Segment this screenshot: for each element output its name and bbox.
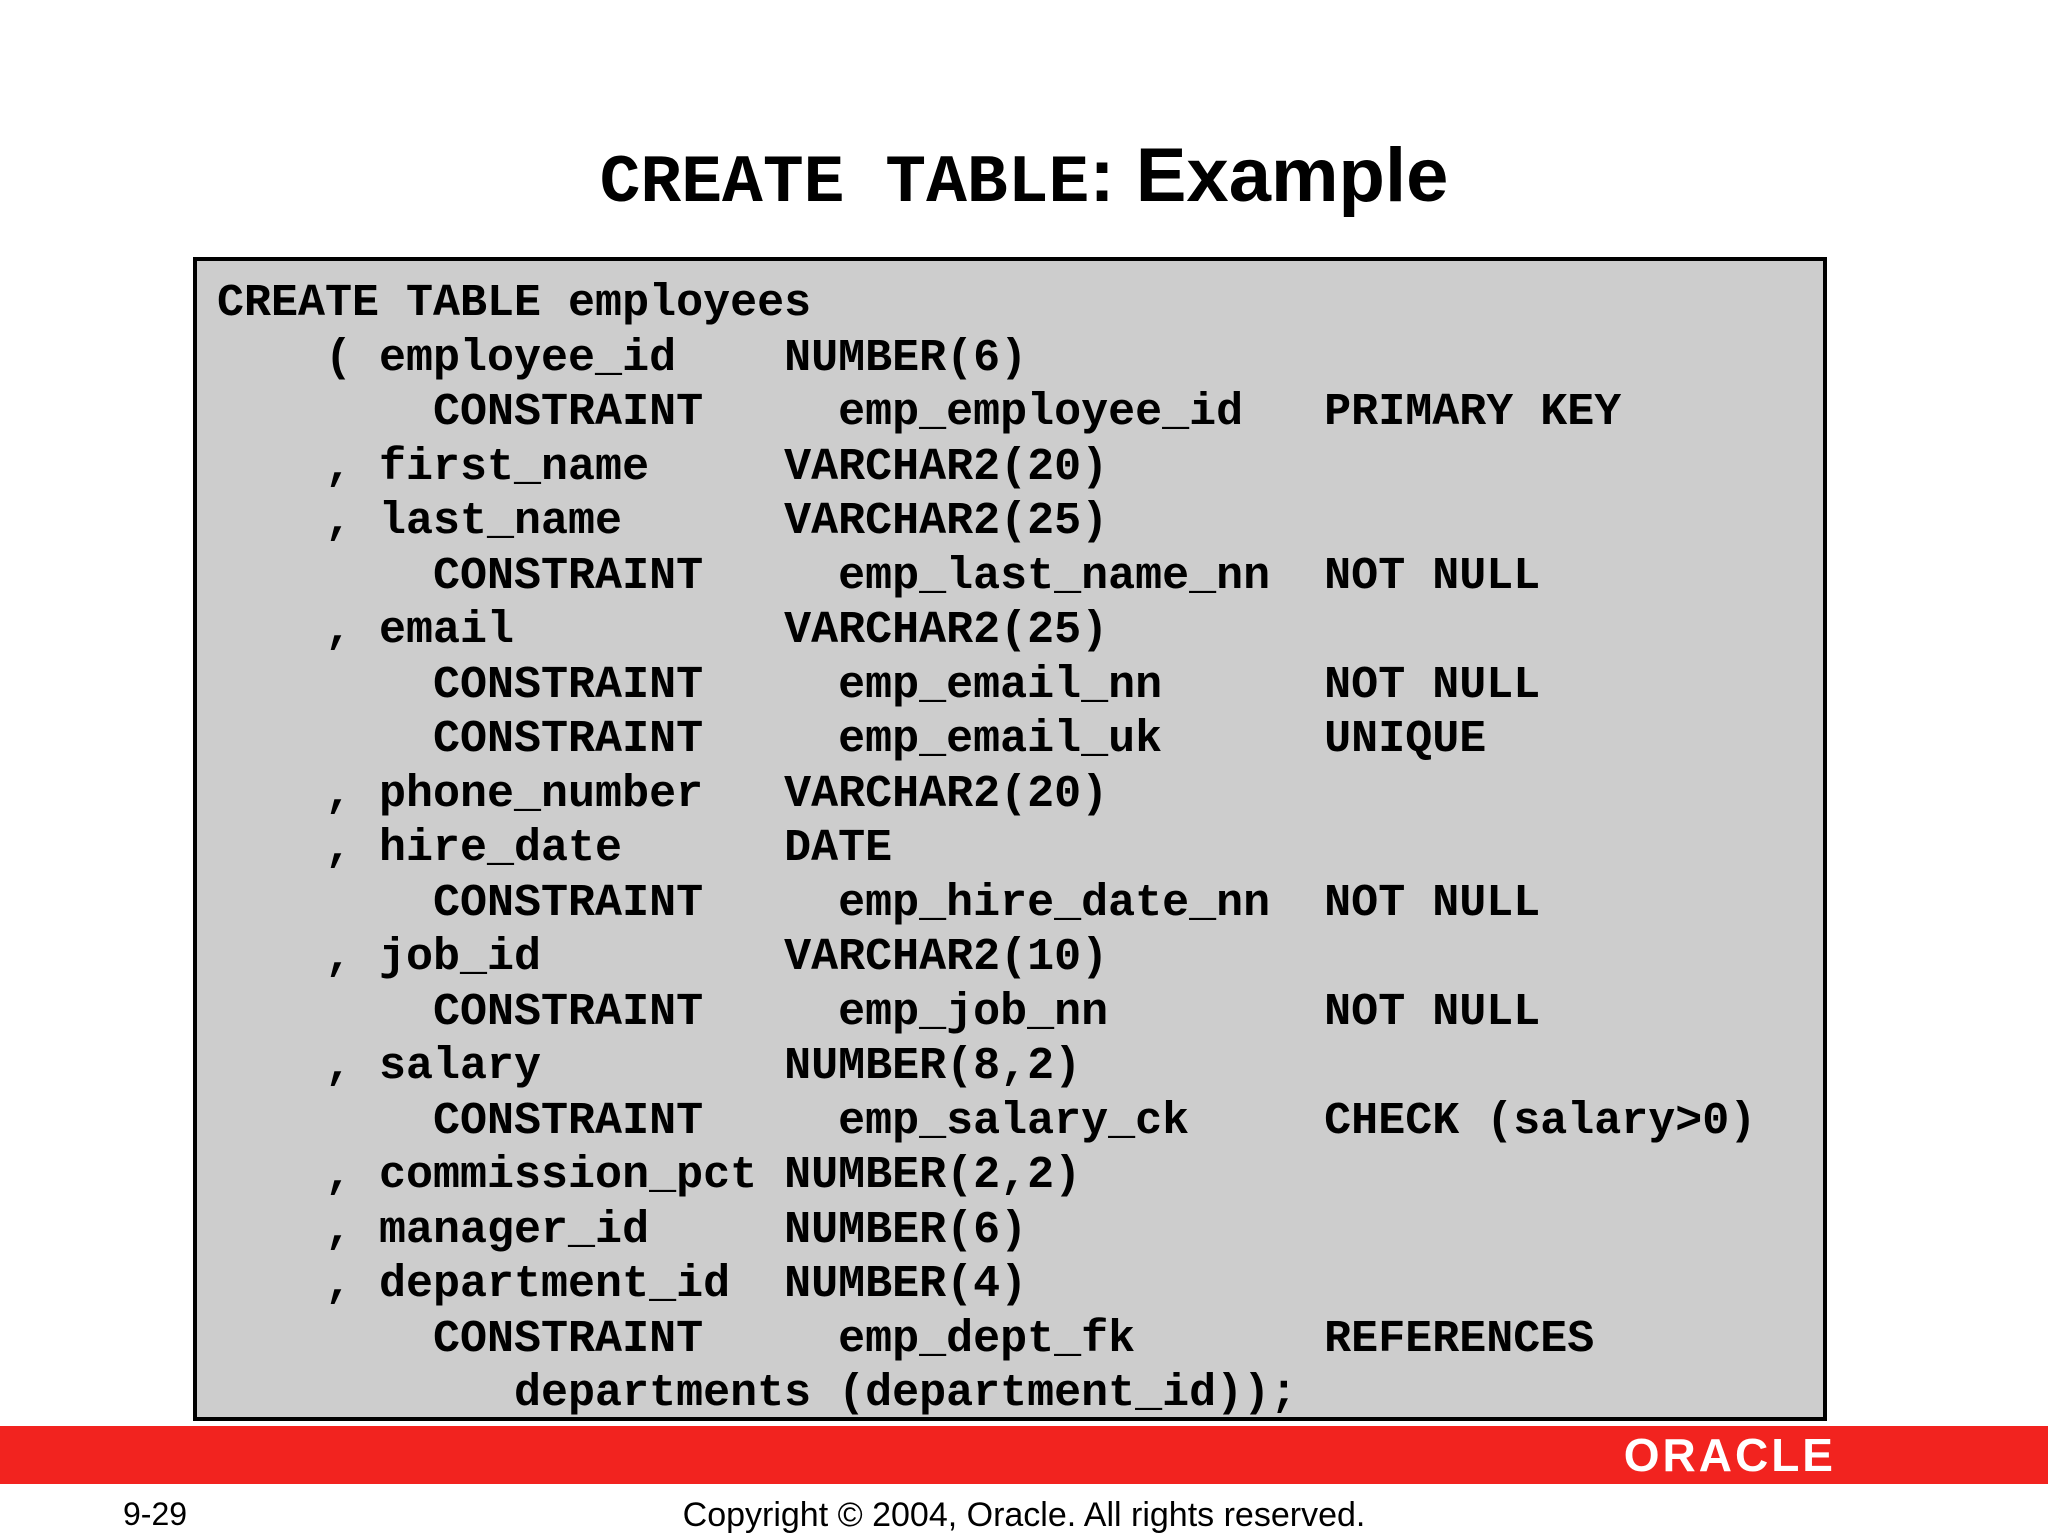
code-line: , manager_id NUMBER(6): [217, 1204, 1028, 1256]
code-line: CONSTRAINT emp_dept_fk REFERENCES: [217, 1313, 1595, 1365]
slide-title-code: CREATE TABLE: [599, 145, 1090, 222]
code-line: , last_name VARCHAR2(25): [217, 496, 1109, 547]
code-line: CONSTRAINT emp_email_uk UNIQUE: [217, 714, 1487, 765]
footer-band: [0, 1426, 2048, 1484]
code-line: , job_id VARCHAR2(10): [217, 932, 1109, 983]
slide-title-text: : Example: [1089, 133, 1449, 218]
copyright-notice: Copyright © 2004, Oracle. All rights reserved.: [682, 1496, 1366, 1534]
code-line: CONSTRAINT emp_hire_date_nn NOT NULL: [217, 877, 1541, 929]
code-line: , phone_number VARCHAR2(20): [217, 768, 1109, 820]
code-line: , email VARCHAR2(25): [217, 605, 1109, 656]
code-line: , department_id NUMBER(4): [217, 1259, 1028, 1310]
code-line: , salary NUMBER(8,2): [217, 1041, 1082, 1092]
code-line: departments (department_id));: [217, 1368, 1298, 1419]
code-box: [193, 257, 1827, 1421]
code-line: CONSTRAINT emp_employee_id PRIMARY KEY: [217, 387, 1622, 438]
code-line: CONSTRAINT emp_job_nn NOT NULL: [217, 986, 1541, 1038]
code-line: , commission_pct NUMBER(2,2): [217, 1150, 1082, 1201]
code-line: , first_name VARCHAR2(20): [217, 441, 1109, 493]
code-line: CREATE TABLE employees: [217, 278, 812, 329]
code-line: , hire_date DATE: [217, 823, 893, 874]
slide-title: [0, 128, 2048, 245]
code-line: CONSTRAINT emp_last_name_nn NOT NULL: [217, 550, 1541, 602]
oracle-logo: ORACLE: [1623, 1429, 1836, 1481]
code-line: CONSTRAINT emp_email_nn NOT NULL: [217, 659, 1541, 711]
code-line: ( employee_id NUMBER(6): [217, 332, 1028, 384]
slide-number: 9-29: [123, 1496, 188, 1532]
code-listing: [217, 277, 1756, 1422]
code-line: CONSTRAINT emp_salary_ck CHECK (salary>0): [217, 1095, 1757, 1147]
